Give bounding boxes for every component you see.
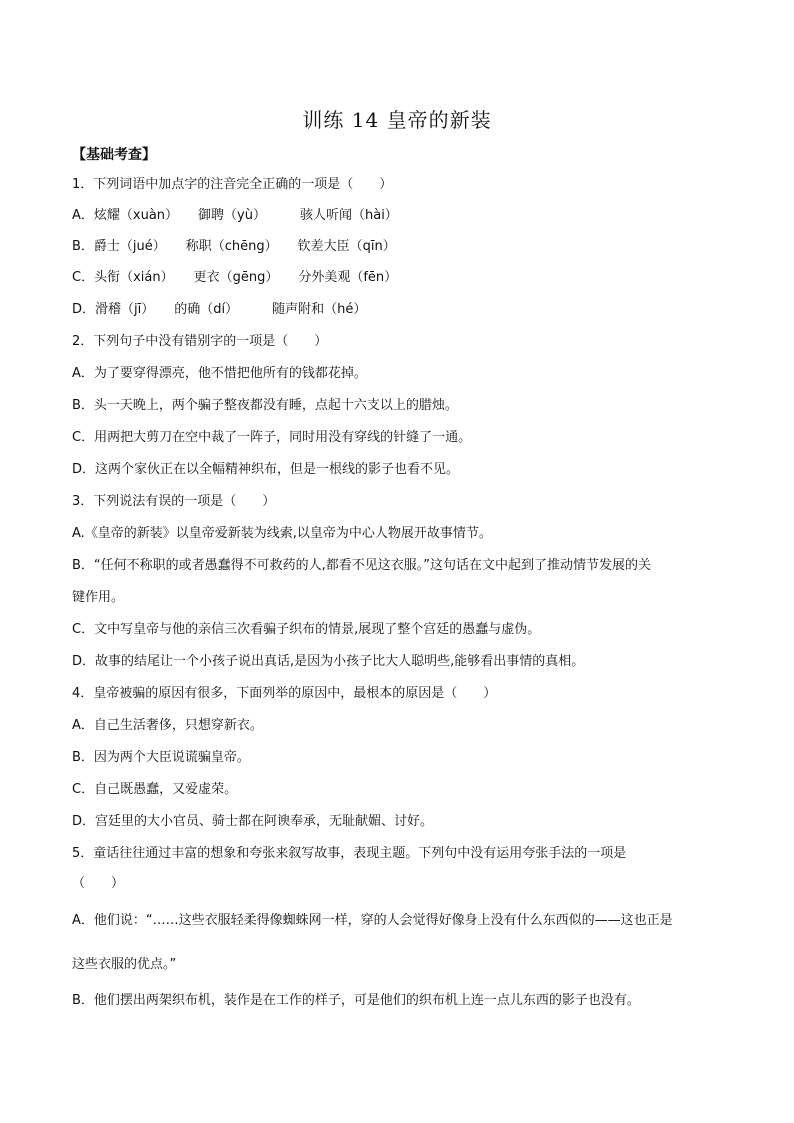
option-b-item-1: B．爵士（jué） xyxy=(72,239,166,254)
question-2-option-d: D．这两个家伙正在以全幅精神织布，但是一根线的影子也看不见。 xyxy=(72,462,460,477)
option-c-item-1: C．头衔（xián） xyxy=(72,270,174,285)
option-d-item-1: D．滑稽（jī） xyxy=(72,302,155,317)
question-3-option-b-cont: 键作用。 xyxy=(72,590,125,605)
question-5-option-a-cont: 这些衣服的优点。” xyxy=(72,957,177,972)
question-4-option-c: C．自己既愚蠢，又爱虚荣。 xyxy=(72,782,238,797)
question-1-stem: 1．下列词语中加点字的注音完全正确的一项是（ ） xyxy=(72,177,393,192)
question-3-option-d: D．故事的结尾让一个小孩子说出真话,是因为小孩子比大人聪明些,能够看出事情的真相。 xyxy=(72,654,585,669)
question-4-stem: 4．皇帝被骗的原因有很多，下面列举的原因中，最根本的原因是（ ） xyxy=(72,686,497,701)
option-b-item-2: 称职（chēng） xyxy=(185,239,278,254)
question-3-stem: 3．下列说法有误的一项是（ ） xyxy=(72,494,276,509)
question-1-option-d xyxy=(72,300,366,320)
question-2-option-b: B．头一天晚上，两个骗子整夜都没有睡，点起十六支以上的腊烛。 xyxy=(72,398,458,413)
question-1-option-b xyxy=(72,237,396,257)
question-3-option-c: C．文中写皇帝与他的亲信三次看骗子织布的情景,展现了整个宫廷的愚蠢与虚伪。 xyxy=(72,622,541,637)
option-a-item-1: A．炫耀（xuàn） xyxy=(72,208,179,223)
question-4-option-d: D．宫廷里的大小官员、骑士都在阿谀奉承，无耻献媚、讨好。 xyxy=(72,814,434,829)
question-5-option-a: A．他们说：“……这些衣服轻柔得像蜘蛛网一样，穿的人会觉得好像身上没有什么东西似的——这也正是 xyxy=(72,913,673,928)
question-2-stem: 2．下列句子中没有错别字的一项是（ ） xyxy=(72,334,328,349)
question-5-stem-cont: （ ） xyxy=(72,876,125,891)
question-3-option-b: B．“任何不称职的或者愚蠢得不可救药的人,都看不见这衣服。”这句话在文中起到了推动情节发展的关 xyxy=(72,558,652,573)
option-b-item-3: 钦差大臣（qīn） xyxy=(297,239,396,254)
question-1-option-a xyxy=(72,206,398,226)
question-3-option-a: A.《皇帝的新装》以皇帝爱新装为线索,以皇帝为中心人物展开故事情节。 xyxy=(72,526,492,541)
question-5-option-b: B．他们摆出两架织布机，装作是在工作的样子，可是他们的织布机上连一点儿东西的影子也没有。 xyxy=(72,993,640,1008)
question-1-option-c xyxy=(72,268,397,288)
option-d-item-3: 随声附和（hé） xyxy=(272,302,367,317)
option-c-item-2: 更衣（gēng） xyxy=(193,270,279,285)
section-label: 【基础考查】 xyxy=(72,147,156,163)
question-5-stem: 5．童话往往通过丰富的想象和夸张来叙写故事，表现主题。下列句中没有运用夸张手法的一项是 xyxy=(72,846,627,861)
option-a-item-3: 骇人听闻（hài） xyxy=(299,208,398,223)
option-c-item-3: 分外美观（fēn） xyxy=(298,270,398,285)
question-4-option-b: B．因为两个大臣说谎骗皇帝。 xyxy=(72,750,250,765)
question-4-option-a: A．自己生活奢侈，只想穿新衣。 xyxy=(72,718,263,733)
option-a-item-2: 御聘（yù） xyxy=(198,208,266,223)
question-2-option-a: A．为了要穿得漂亮，他不惜把他所有的钱都花掉。 xyxy=(72,366,367,381)
option-d-item-2: 的确（dí） xyxy=(174,302,239,317)
question-2-option-c: C．用两把大剪刀在空中裁了一阵子，同时用没有穿线的针缝了一通。 xyxy=(72,430,472,445)
page-title: 训练 14 皇帝的新装 xyxy=(302,108,492,132)
